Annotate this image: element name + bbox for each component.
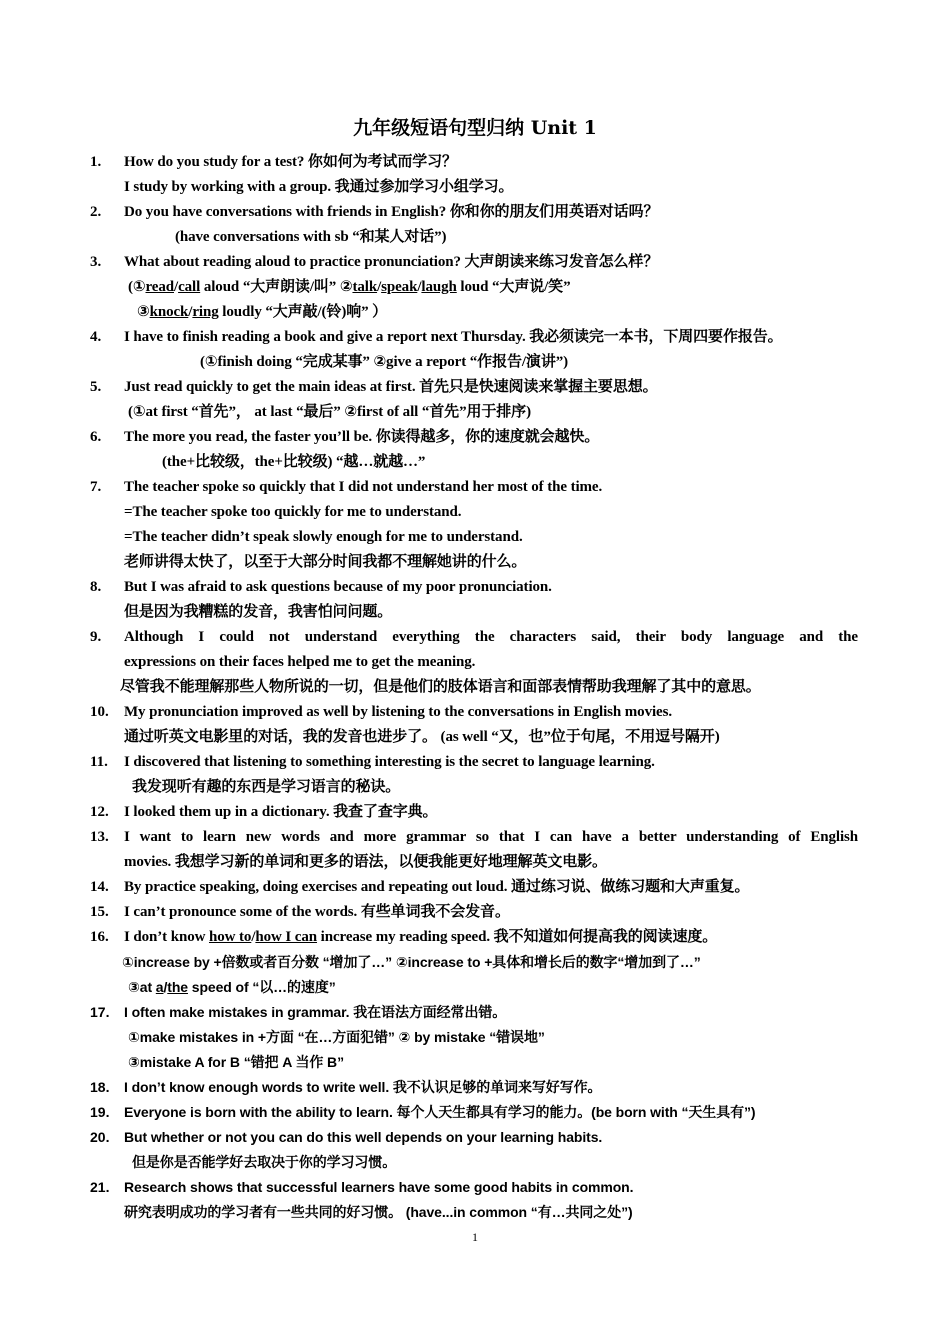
item-note [0,300,950,325]
item-text: The more you read, the faster you’ll be. 你读得越多，你的速度就会越快。 [124,429,600,445]
item-note [0,1025,950,1050]
item-note [0,975,950,1000]
list-item [0,875,950,900]
list-item [0,625,950,650]
item-text: The teacher spoke so quickly that I did not understand her most of the time. [124,479,603,495]
item-note [0,950,950,975]
item-number: 12. [90,804,109,820]
item-number: 18. [90,1079,110,1095]
list-item [0,825,950,850]
item-text: But I was afraid to ask questions because of my poor pronunciation. [124,579,552,595]
item-text: How do you study for a test? 你如何为考试而学习？ [124,154,457,170]
item-note [0,1050,950,1075]
item-line [0,650,950,675]
item-number: 10. [90,704,109,720]
item-number: 3. [90,254,102,270]
item-note [0,400,950,425]
list-item [0,250,950,275]
item-number: 15. [90,904,109,920]
item-line [0,525,950,550]
item-text: ①make mistakes in +方面 “在…方面犯错” ② by mistake “错误地” [128,1029,545,1045]
item-line [0,1200,950,1225]
list-item [0,325,950,350]
item-line [0,600,950,625]
item-text: I discovered that listening to something interesting is the secret to language learning. [124,754,655,770]
item-text: I want to learn new words and more grammar so that I can have a better understanding of English [124,829,858,845]
item-line [0,775,950,800]
item-note [0,450,950,475]
item-line [0,550,950,575]
item-text: Just read quickly to get the main ideas at first. 首先只是快速阅读来掌握主要思想。 [124,379,658,395]
item-number: 14. [90,879,109,895]
page-number: 1 [472,1230,478,1244]
item-text: 通过听英文电影里的对话，我的发音也进步了。 (as well “又，也”位于句尾，不用逗号隔开) [124,729,720,745]
list-item [0,200,950,225]
list-item [0,150,950,175]
item-number: 5. [90,379,102,395]
item-text: (①finish doing “完成某事” ②give a report “作报告/演讲”) [200,354,569,370]
item-number: 7. [90,479,102,495]
item-text: 研究表明成功的学习者有一些共同的好习惯。 (have...in common “有…共同之处”) [124,1204,633,1220]
list-item [0,375,950,400]
item-number: 1. [90,154,102,170]
item-text: But whether or not you can do this well depends on your learning habits. [124,1129,603,1145]
item-text: I can’t pronounce some of the words. 有些单词我不会发音。 [124,904,510,920]
item-number: 19. [90,1104,110,1120]
item-text: expressions on their faces helped me to get the meaning. [124,654,476,670]
list-item [0,900,950,925]
item-note [0,225,950,250]
item-text: By practice speaking, doing exercises and repeating out loud. 通过练习说、做练习题和大声重复。 [124,879,750,895]
item-text: ①increase by +倍数或者百分数 “增加了…” ②increase to +具体和增长后的数字“增加到了…” [122,954,701,970]
item-line [0,500,950,525]
item-line [0,850,950,875]
item-number: 6. [90,429,102,445]
item-text: =The teacher spoke too quickly for me to understand. [124,504,462,520]
item-note [0,350,950,375]
page-title: 九年级短语句型归纳 Unit 1 [353,117,597,139]
item-text: I don’t know enough words to write well. 我不认识足够的单词来写好写作。 [124,1079,602,1095]
item-text: =The teacher didn’t speak slowly enough for me to understand. [124,529,523,545]
item-text: ③mistake A for B “错把 A 当作 B” [128,1054,344,1070]
item-text: I don’t know how to/how I can increase my reading speed. 我不知道如何提高我的阅读速度。 [124,929,718,945]
item-number: 9. [90,629,102,645]
item-number: 13. [90,829,109,845]
list-item [0,1075,950,1100]
item-text: (the+比较级，the+比较级) “越…就越…” [162,454,426,470]
item-number: 4. [90,329,102,345]
item-line [0,1150,950,1175]
list-item [0,1175,950,1200]
item-text: 尽管我不能理解那些人物所说的一切，但是他们的肢体语言和面部表情帮助我理解了其中的意思。 [120,679,761,695]
list-item [0,425,950,450]
item-text: (have conversations with sb “和某人对话”) [175,229,447,245]
list-item [0,700,950,725]
item-number: 11. [90,754,108,770]
list-item [0,800,950,825]
item-text: I study by working with a group. 我通过参加学习小组学习。 [124,179,514,195]
item-text: Do you have conversations with friends in English? 你和你的朋友们用英语对话吗？ [124,204,659,220]
item-line [0,175,950,200]
item-text: 但是因为我糟糕的发音，我害怕问问题。 [124,604,393,620]
item-text: ③at a/the speed of “以…的速度” [128,979,336,995]
list-item [0,575,950,600]
list-item [0,475,950,500]
item-text: My pronunciation improved as well by listening to the conversations in English movies. [124,704,672,720]
list-item [0,1000,950,1025]
item-number: 20. [90,1129,110,1145]
item-text: I looked them up in a dictionary. 我查了查字典。 [124,804,438,820]
list-item [0,1125,950,1150]
item-text: I often make mistakes in grammar. 我在语法方面经常出错。 [124,1004,507,1020]
item-text: 我发现听有趣的东西是学习语言的秘诀。 [132,779,401,795]
item-text: 但是你是否能学好去取决于你的学习习惯。 [132,1154,397,1170]
list-item [0,925,950,950]
item-text: 老师讲得太快了，以至于大部分时间我都不理解她讲的什么。 [124,554,527,570]
item-text: Although I could not understand everything the characters said, their body language and the [124,629,858,645]
item-line [0,725,950,750]
item-number: 8. [90,579,102,595]
item-text: What about reading aloud to practice pronunciation? 大声朗读来练习发音怎么样？ [124,254,659,270]
item-text: Everyone is born with the ability to learn. 每个人天生都具有学习的能力。(be born with “天生具有”) [124,1104,756,1120]
item-text: I have to finish reading a book and give a report next Thursday. 我必须读完一本书，下周四要作报告。 [124,329,783,345]
item-text: (①read/call aloud “大声朗读/叫” ②talk/speak/laugh loud “大声说/笑” [128,279,571,295]
item-text: (①at first “首先”， at last “最后” ②first of all “首先”用于排序) [128,404,531,420]
item-line [0,675,950,700]
item-number: 16. [90,929,109,945]
list-item [0,750,950,775]
item-text: ③knock/ring loudly “大声敲/(铃)响” ） [137,304,388,320]
item-number: 2. [90,204,102,220]
list-item [0,1100,950,1125]
item-text: movies. 我想学习新的单词和更多的语法，以便我能更好地理解英文电影。 [124,854,607,870]
item-number: 21. [90,1179,110,1195]
item-number: 17. [90,1004,110,1020]
item-text: Research shows that successful learners have some good habits in common. [124,1179,634,1195]
item-note [0,275,950,300]
